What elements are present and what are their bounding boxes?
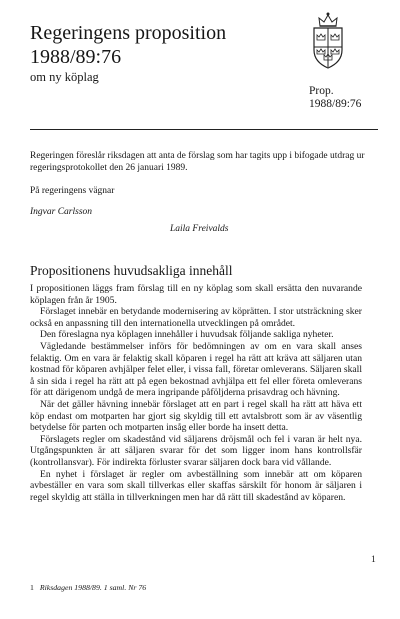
section-body [30, 283, 362, 503]
header-divider [30, 129, 378, 130]
document-title: Regeringens proposition [30, 22, 227, 44]
intro-paragraph: Regeringen föreslår riksdagen att anta de förslag som har tagits upp i bifogade utdrag ur regeringsprotokollet den 26 januari 1989. [30, 151, 365, 173]
document-number: 1988/89:76 [30, 46, 122, 68]
body-paragraph: Vägledande bestämmelser införs för bedömningen av om en vara skall anses felaktig. Om en vara är felaktig skall köparen i regel ha rätt att kräva att säljaren utan kostnad för köparen avhjälper felet eller, i vissa fall, företar omleverans. Säljaren skall å sin sida i regel ha rätt att på egen bekostnad avhjälpa ett fel eller företa omleverans för att därigenom undgå de mera ingripande påföljderna prisavdrag och hävning. [30, 340, 362, 399]
footer-text: Riksdagen 1988/89. 1 saml. Nr 76 [39, 583, 147, 592]
body-paragraph: Den föreslagna nya köplagen innehåller i huvudsak följande sakliga nyheter. [40, 329, 334, 341]
prop-number: 1988/89:76 [309, 98, 362, 110]
prop-label: Prop. [309, 85, 334, 97]
signature-prime-minister: Ingvar Carlsson [30, 207, 93, 217]
footer-number: 1 [30, 583, 34, 592]
body-paragraph: Förslaget innebär en betydande modernisering av köprätten. I stor utsträckning sker också en anpassning till den internationella utvecklingen på området. [30, 306, 362, 329]
body-paragraph: En nyhet i förslaget är regler om avbeställning som innebär att om köparen avbeställer en vara som skall tillverkas eller skaffas särskilt för honom är säljaren i regel skyldig att ställa in tillverkningen men har då rätt till skadestånd av köparen. [30, 468, 362, 503]
signature-minister: Laila Freivalds [170, 224, 229, 234]
body-paragraph: Förslagets regler om skadestånd vid säljarens dröjsmål och fel i varan är helt nya. Utgångspunkten är att säljaren svarar för det som ligger inom hans kontrollsfär (kontrollansvar). För indirekta förluster svarar säljaren dock bara vid vållande. [30, 433, 362, 468]
footer [30, 583, 146, 592]
body-paragraph: När det gäller hävning innebär förslaget att en part i regel skall ha rätt att häva ett köp endast om motparten har gjort sig skyldig till ett avtalsbrott som är av väsentlig betydelse för parten och motparten insåg eller borde ha insett detta. [30, 398, 362, 434]
page-number: 1 [371, 555, 376, 565]
on-behalf-line: På regeringens vägnar [30, 186, 115, 196]
body-paragraph: I propositionen läggs fram förslag till en ny köplag som skall ersätta den nuvarande köplagen från år 1905. [30, 283, 362, 306]
document-subtitle: om ny köplag [30, 70, 99, 84]
section-heading: Propositionens huvudsakliga innehåll [30, 263, 233, 278]
swedish-coat-of-arms-icon [308, 10, 348, 72]
